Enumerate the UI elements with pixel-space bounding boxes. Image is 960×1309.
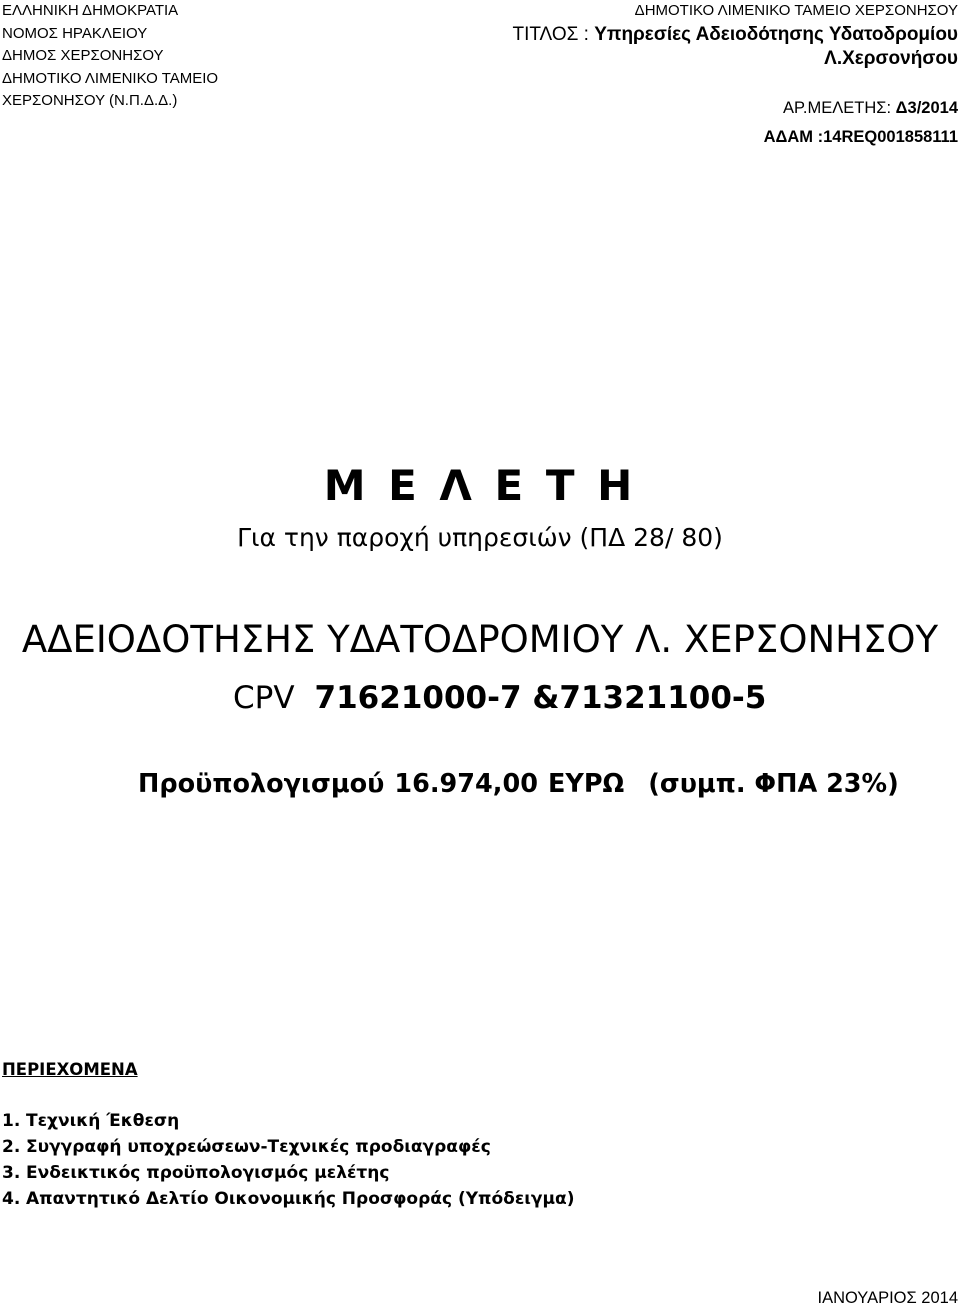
study-info-block xyxy=(512,0,958,151)
list-item-text: Τεχνική Έκθεση xyxy=(26,1111,180,1131)
issuer-line: ΝΟΜΟΣ ΗΡΑΚΛΕΙΟΥ xyxy=(2,24,148,42)
document-title: Μ Ε Λ Ε Τ Η xyxy=(323,461,637,510)
issuer-block xyxy=(2,0,218,113)
budget-currency: ΕΥΡΩ xyxy=(547,769,625,799)
study-number-label: ΑΡ.ΜΕΛΕΤΗΣ: xyxy=(783,98,892,117)
cpv-line xyxy=(233,676,766,720)
study-number-value: Δ3/2014 xyxy=(895,98,958,117)
list-item xyxy=(2,1134,574,1160)
title-value: Υπηρεσίες Αδειοδότησης Υδατοδρομίου xyxy=(594,23,958,45)
issuer-line: ΔΗΜΟΣ ΧΕΡΣΟΝΗΣΟΥ xyxy=(2,47,164,64)
contents-list xyxy=(2,1108,574,1212)
contents-heading: ΠΕΡΙΕΧΟΜΕΝΑ xyxy=(2,1060,138,1079)
list-item xyxy=(2,1160,574,1186)
adam-number: ΑΔΑΜ :14REQ001858111 xyxy=(763,127,958,146)
issuer-line: ΧΕΡΣΟΝΗΣΟΥ (Ν.Π.Δ.Δ.) xyxy=(2,92,178,109)
list-item-text: Ενδεικτικός προϋπολογισμός μελέτης xyxy=(26,1163,390,1183)
document-date: ΙΑΝΟΥΑΡΙΟΣ 2014 xyxy=(817,1289,958,1307)
list-item-number: 3. xyxy=(2,1163,21,1183)
issuer-line: ΔΗΜΟΤΙΚΟ ΛΙΜΕΝΙΚΟ ΤΑΜΕΙΟ xyxy=(2,69,219,87)
list-item-number: 4. xyxy=(2,1189,21,1209)
list-item-number: 2. xyxy=(2,1137,21,1157)
list-item xyxy=(2,1108,574,1134)
title-label: ΤΙΤΛΟΣ : xyxy=(512,23,589,45)
list-item-number: 1. xyxy=(2,1111,21,1131)
title-value-continued: Λ.Χερσονήσου xyxy=(824,47,958,69)
cpv-codes: 71621000-7 &71321100-5 xyxy=(314,680,767,716)
cpv-label: CPV xyxy=(233,680,295,716)
organization-name: ΔΗΜΟΤΙΚΟ ΛΙΜΕΝΙΚΟ ΤΑΜΕΙΟ ΧΕΡΣΟΝΗΣΟΥ xyxy=(634,2,958,19)
budget-label: Προϋπολογισμού xyxy=(138,769,385,799)
list-item-text: Απαντητικό Δελτίο Οικονομικής Προσφοράς (Υπόδειγμα) xyxy=(26,1189,575,1209)
budget-line xyxy=(138,764,909,804)
budget-amount: 16.974,00 xyxy=(394,769,538,799)
study-title-line xyxy=(512,23,958,47)
study-number-line xyxy=(512,93,958,123)
budget-vat-note: (συμπ. ΦΠΑ 23%) xyxy=(648,769,899,799)
document-subtitle: Για την παροχή υπηρεσιών (ΠΔ 28/ 80) xyxy=(237,523,723,552)
project-heading: ΑΔΕΙΟΔΟΤΗΣΗΣ ΥΔΑΤΟΔΡΟΜΙΟΥ Λ. ΧΕΡΣΟΝΗΣΟΥ xyxy=(21,618,939,661)
issuer-line: ΕΛΛΗΝΙΚΗ ΔΗΜΟΚΡΑΤΙΑ xyxy=(2,2,179,19)
list-item xyxy=(2,1186,574,1212)
list-item-text: Συγγραφή υποχρεώσεων-Τεχνικές προδιαγραφές xyxy=(26,1137,491,1157)
